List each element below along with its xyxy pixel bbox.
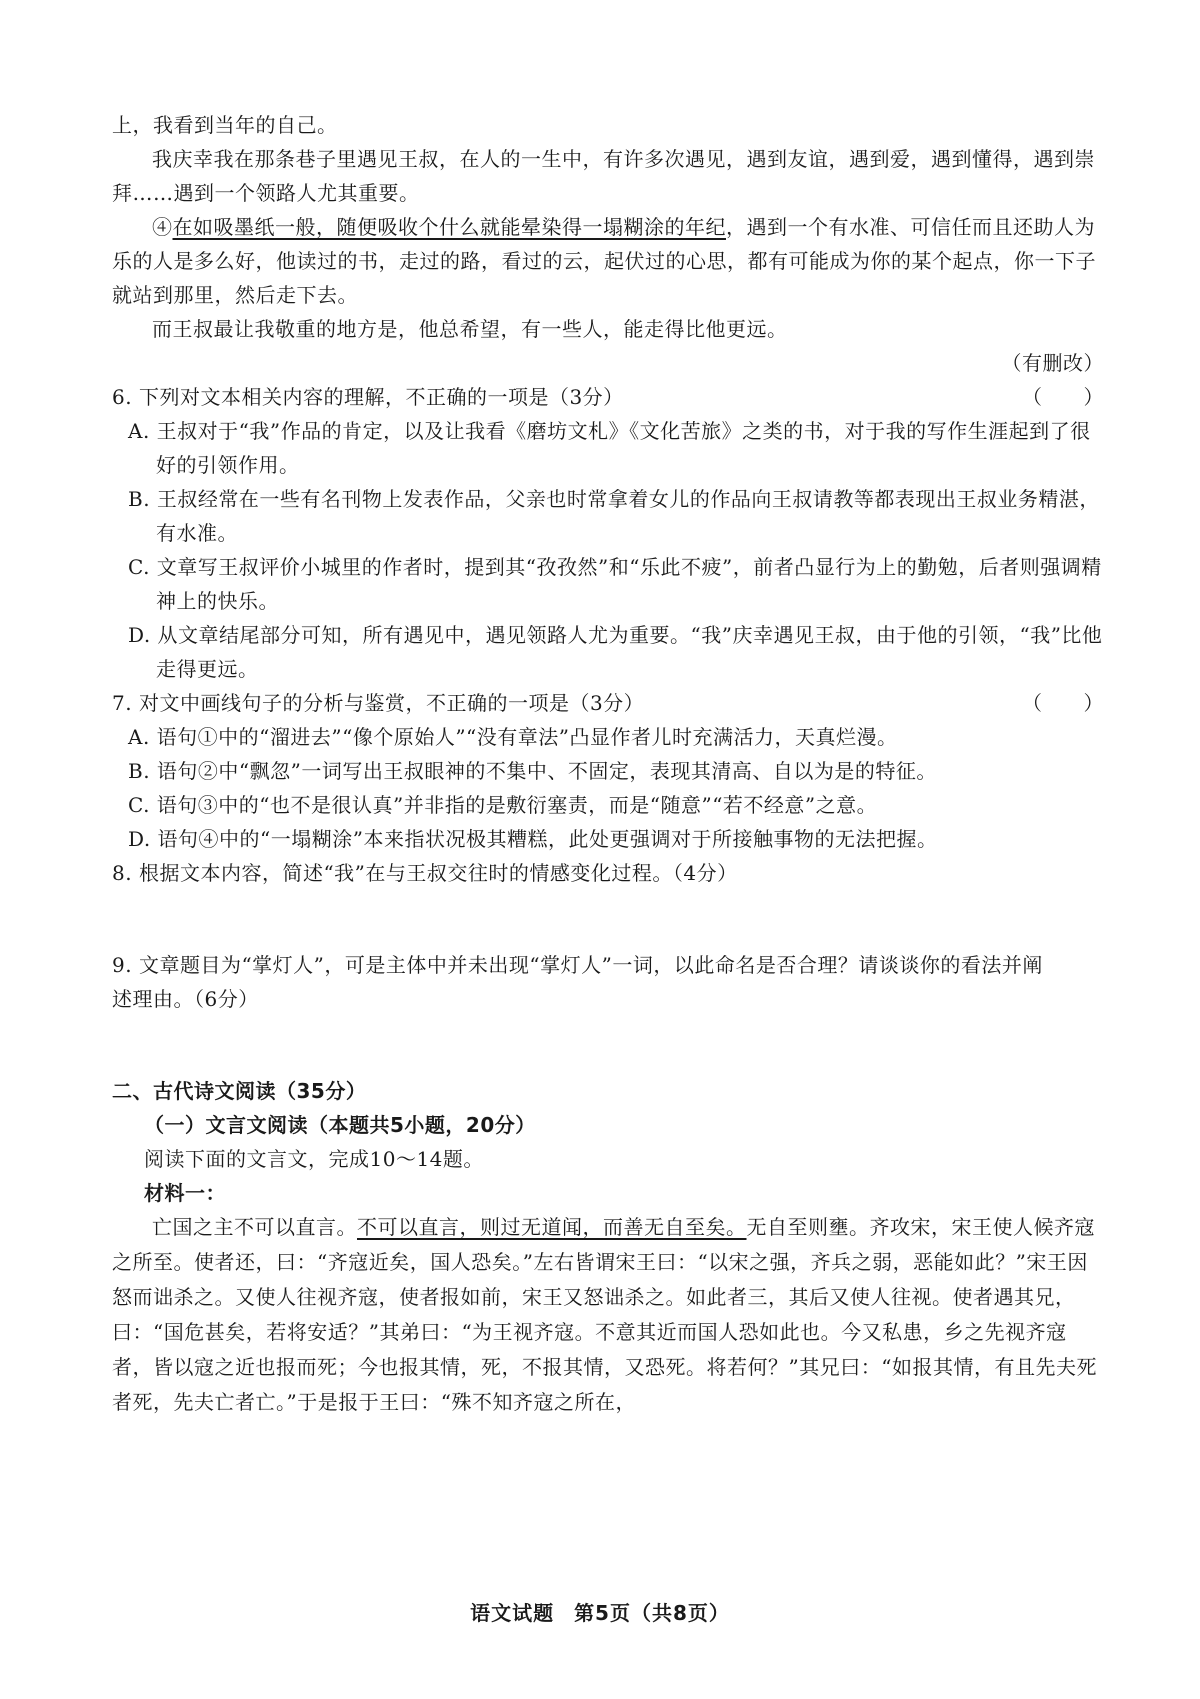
question-stem: 6. 下列对文本相关内容的理解，不正确的一项是（3分）	[112, 385, 624, 409]
passage-paragraph: 我庆幸我在那条巷子里遇见王叔，在人的一生中，有许多次遇见，遇到友谊，遇到爱，遇到懂得，遇到崇拜……遇到一个领路人尤其重要。	[112, 147, 1095, 205]
question-stem: 9. 文章题目为“掌灯人”，可是主体中并未出现“掌灯人”一词，以此命名是否合理？请谈谈你的看法并阐述理由。（6分）	[112, 953, 1043, 1011]
subsection-title: （一）文言文阅读（本题共5小题，20分）	[144, 1113, 536, 1137]
section-title: 二、古代诗文阅读（35分）	[112, 1079, 367, 1103]
option-d: D. 语句④中的“一塌糊涂”本来指状况极其糟糕，此处更强调对于所接触事物的无法把握。	[128, 827, 938, 851]
footer-subject: 语文试题	[470, 1601, 555, 1625]
option-a: A. 语句①中的“溜进去”“像个原始人”“没有章法”凸显作者儿时充满活力，天真烂漫。	[128, 725, 898, 749]
passage-paragraph-underlined	[112, 210, 1104, 312]
underlined-sentence-4: 在如吸墨纸一般，随便吸收个什么就能晕染得一塌糊涂的年纪	[172, 215, 726, 239]
sentence-marker: ④	[152, 215, 173, 239]
question-stem: 8. 根据文本内容，简述“我”在与王叔交往时的情感变化过程。（4分）	[112, 861, 738, 885]
question-9	[112, 948, 1104, 1016]
source-note: （有删改）	[1001, 351, 1104, 375]
sentence-rest: ，遇到一个有水准、可信任而且还助人为乐的人是多么好，他读过的书，走过的路，看过的云，起伏过的心思，都有可能成为你的某个起点，你一下子就站到那里，然后走下去。	[112, 215, 1096, 307]
question-stem: 7. 对文中画线句子的分析与鉴赏，不正确的一项是（3分）	[112, 691, 645, 715]
page-content	[112, 108, 1104, 1420]
question-7-options	[112, 720, 1104, 856]
option-c: C. 语句③中的“也不是很认真”并非指的是敷衍塞责，而是“随意”“若不经意”之意。	[128, 793, 878, 817]
classical-text	[112, 1210, 1104, 1420]
answer-paren: （ ）	[1022, 691, 1104, 715]
question-6	[112, 380, 1104, 414]
instruction: 阅读下面的文言文，完成10～14题。	[144, 1147, 484, 1171]
option-b: B. 语句②中“飘忽”一词写出王叔眼神的不集中、不固定，表现其清高、自以为是的特征。	[128, 759, 937, 783]
answer-paren: （ ）	[1022, 385, 1104, 409]
page-footer	[0, 1597, 1200, 1626]
question-8	[112, 856, 1104, 890]
option-c: C. 文章写王叔评价小城里的作者时，提到其“孜孜然”和“乐此不疲”，前者凸显行为上的勤勉，后者则强调精神上的快乐。	[128, 555, 1102, 613]
footer-page-number: 第5页（共8页）	[574, 1601, 730, 1625]
material-label: 材料一：	[144, 1181, 226, 1205]
passage-line: 上，我看到当年的自己。	[112, 113, 338, 137]
question-7	[112, 686, 1104, 720]
passage-paragraph: 而王叔最让我敬重的地方是，他总希望，有一些人，能走得比他更远。	[152, 317, 788, 341]
option-b: B. 王叔经常在一些有名刊物上发表作品，父亲也时常拿着女儿的作品向王叔请教等都表现出王叔业务精湛，有水准。	[128, 487, 1100, 545]
option-d: D. 从文章结尾部分可知，所有遇见中，遇见领路人尤为重要。“我”庆幸遇见王叔，由于他的引领，“我”比他走得更远。	[128, 623, 1103, 681]
option-a: A. 王叔对于“我”作品的肯定，以及让我看《磨坊文札》《文化苦旅》之类的书，对于我的写作生涯起到了很好的引领作用。	[128, 419, 1091, 477]
classical-underlined: 不可以直言，则过无道闻，而善无自至矣。	[357, 1215, 747, 1239]
classical-start: 亡国之主不可以直言。	[152, 1215, 357, 1239]
question-6-options	[112, 414, 1104, 686]
classical-rest: 无自至则壅。齐攻宋，宋王使人候齐寇之所至。使者还，曰：“齐寇近矣，国人恐矣。”左右皆谓宋王曰：“以宋之强，齐兵之弱，恶能如此？”宋王因怒而诎杀之。又使人往视齐寇，使者报如前，宋王又怒诎杀之。如此者三，其后又使人往视。使者遇其兄，曰：“国危甚矣，若将安适？”其弟曰：“为王视齐寇。不意其近而国人恐如此也。今又私患，乡之先视齐寇者，皆以寇之近也报而死；今也报其情，死，不报其情，又恐死。将若何？”其兄曰：“如报其情，有且先夫死者死，先夫亡者亡。”于是报于王曰：“殊不知齐寇之所在，	[112, 1215, 1097, 1414]
